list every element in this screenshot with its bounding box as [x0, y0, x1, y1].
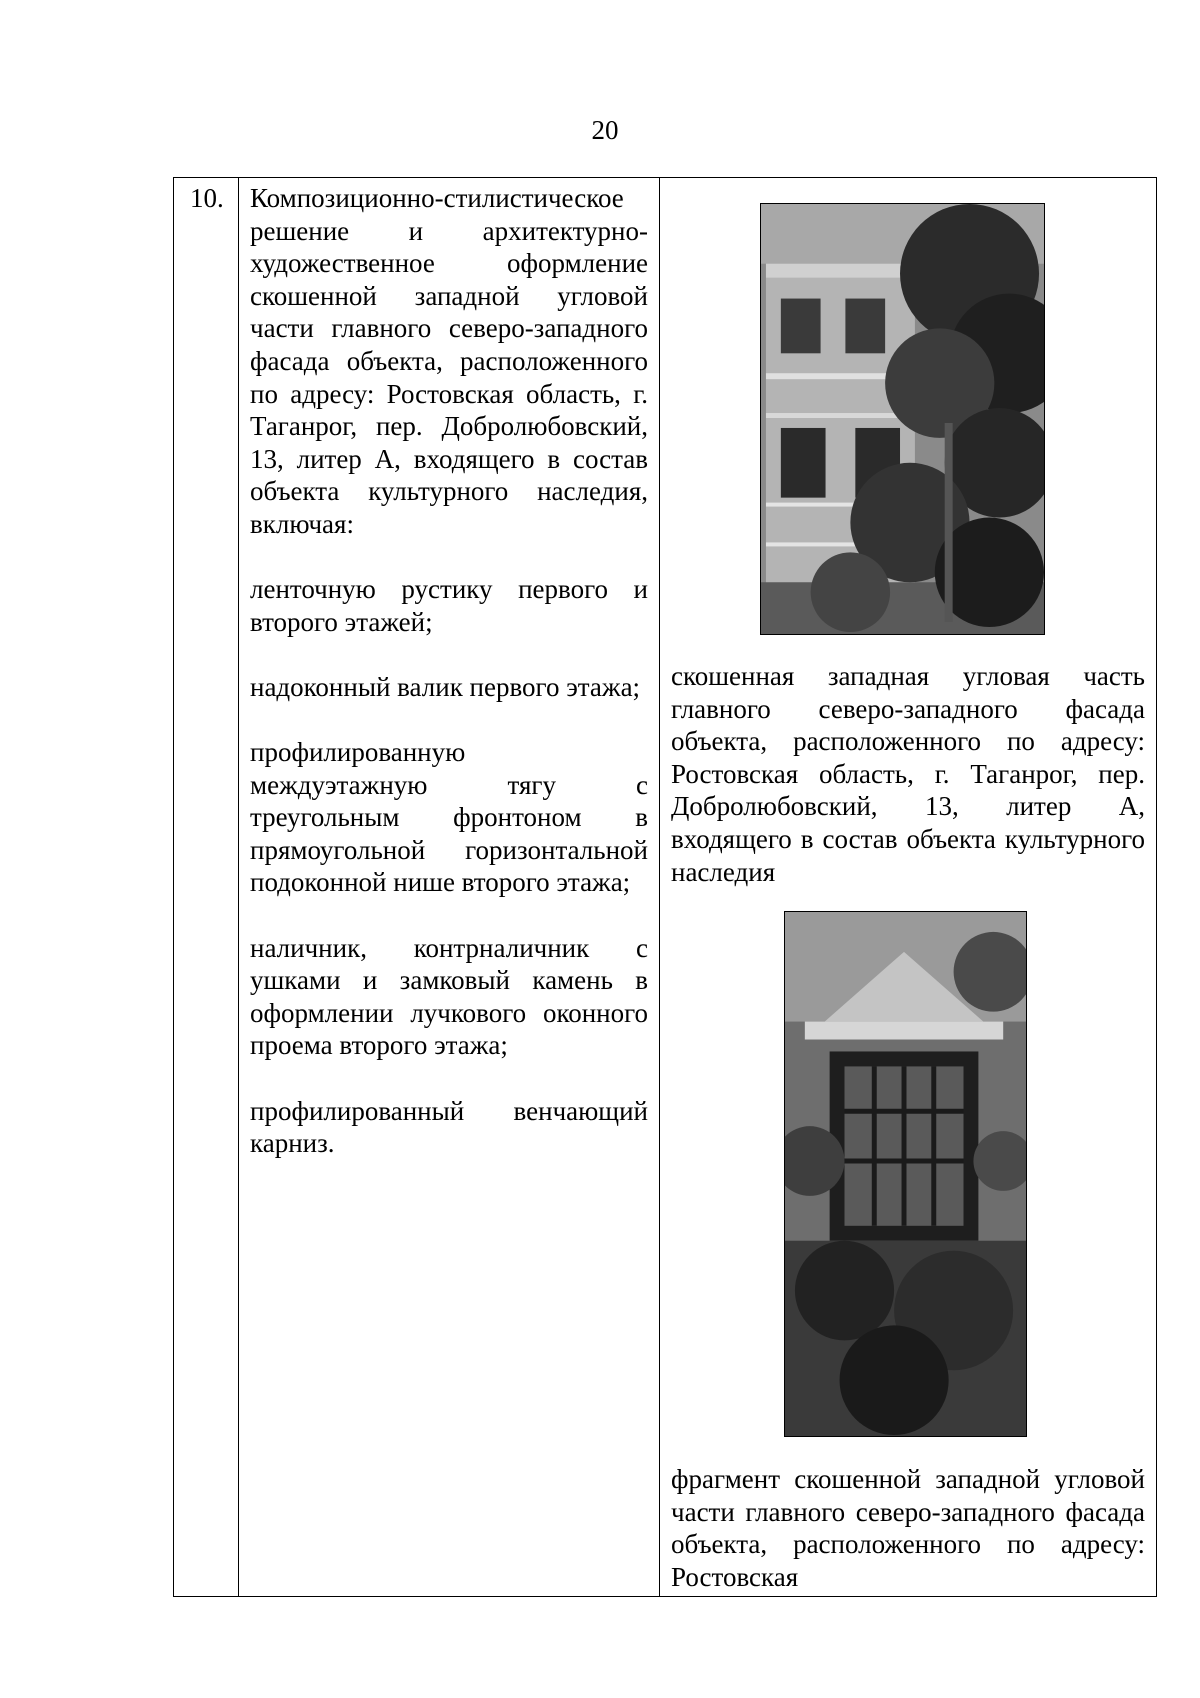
- column-divider: [659, 178, 660, 1596]
- column-divider: [238, 178, 239, 1596]
- description-intro: Композиционно-стилистическое решение и архитектурно-художественное оформление скошенной западной угловой части главного северо-западного фасада объекта, расположенного по адресу: Ростовская область, г. Таганрог, пер. Добролюбовский, 13, литер А, входящего в состав объекта культурного наследия, включая:: [250, 183, 648, 539]
- facade-photo: [760, 203, 1045, 635]
- row-number: 10.: [190, 183, 224, 213]
- feature-item: надоконный валик первого этажа;: [250, 671, 641, 702]
- photo-caption: скошенная западная угловая часть главного северо-западного фасада объекта, расположенного по адресу: Ростовская область, г. Таганрог, пер. Добролюбовский, 13, литер А, входящего в состав объекта культурного наследия: [671, 661, 1145, 887]
- feature-item: профилированный венчающий карниз.: [250, 1095, 648, 1159]
- description-cell: [250, 182, 648, 1160]
- feature-item: ленточную рустику первого и второго этажей;: [250, 574, 648, 637]
- feature-item: наличник, контрналичник с ушками и замковый камень в оформлении лучкового оконного проема второго этажа;: [250, 932, 648, 1061]
- page-number: 20: [591, 115, 619, 145]
- window-fragment-photo: [784, 911, 1027, 1437]
- heritage-table: [173, 177, 1157, 1597]
- facade-photo-image: [761, 204, 1044, 634]
- photo-caption: фрагмент скошенной западной угловой части главного северо-западного фасада объекта, расположенного по адресу: Ростовская: [671, 1464, 1145, 1592]
- window-fragment-photo-image: [785, 912, 1026, 1436]
- feature-item: профилированную междуэтажную тягу с треугольным фронтоном в прямоугольной горизонтальной подоконной нише второго этажа;: [250, 737, 648, 898]
